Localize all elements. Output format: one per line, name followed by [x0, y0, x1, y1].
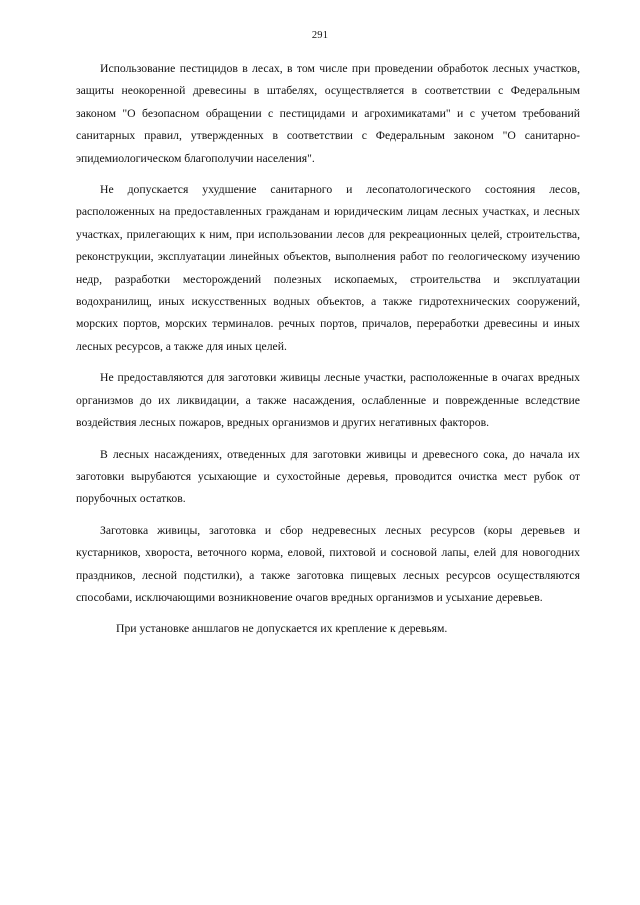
paragraph-dying-trees: В лесных насаждениях, отведенных для заготовки живицы и древесного сока, до начала их заготовки вырубаются усыхающие и сухостойные деревья, проводится очистка мест рубок от порубочных остатков. [76, 447, 580, 506]
paragraph-sanitary-condition: Не допускается ухудшение санитарного и лесопатологического состояния лесов, расположенных на предоставленных гражданам и юридическим лицам лесных участках, и лесных участках, прилегающих к ним, при использовании лесов для рекреационных целей, строительства, реконструкции, эксплуатации линейных объектов, выполнения работ по геологическому изучению недр, разработки месторождений полезных ископаемых, строительства и эксплуатации водохранилищ, иных искусственных водных объектов, а также гидротехнических сооружений, морских портов, морских терминалов. речных портов, причалов, переработки древесины и иных лесных ресурсов, а также для иных целей. [76, 183, 580, 353]
body-text [76, 58, 580, 650]
paragraph-resin-plots: Не предоставляются для заготовки живицы лесные участки, расположенные в очагах вредных организмов до их ликвидации, а также насаждения, ослабленные и поврежденные вследствие воздействия лесных пожаров, вредных организмов и других негативных факторов. [76, 371, 580, 430]
page-number: 291 [311, 30, 329, 41]
paragraph-signs: При установке аншлагов не допускается их крепление к деревьям. [116, 622, 448, 636]
paragraph-non-timber-resources: Заготовка живицы, заготовка и сбор недревесных лесных ресурсов (коры деревьев и кустарников, хвороста, веточного корма, еловой, пихтовой и сосновой лапы, елей для новогодних праздников, лесной подстилки), а также заготовка пищевых лесных ресурсов осуществляются способами, исключающими возникновение очагов вредных организмов и усыхание деревьев. [76, 523, 580, 604]
paragraph-pesticides: Использование пестицидов в лесах, в том числе при проведении обработок лесных участков, защиты неокоренной древесины в штабелях, осуществляется в соответствии с Федеральным законом "О безопасном обращении с пестицидами и агрохимикатами" и с учетом требований санитарных правил, утвержденных в соответствии с Федеральным законом "О санитарно-эпидемиологическом благополучии населения". [76, 62, 580, 165]
